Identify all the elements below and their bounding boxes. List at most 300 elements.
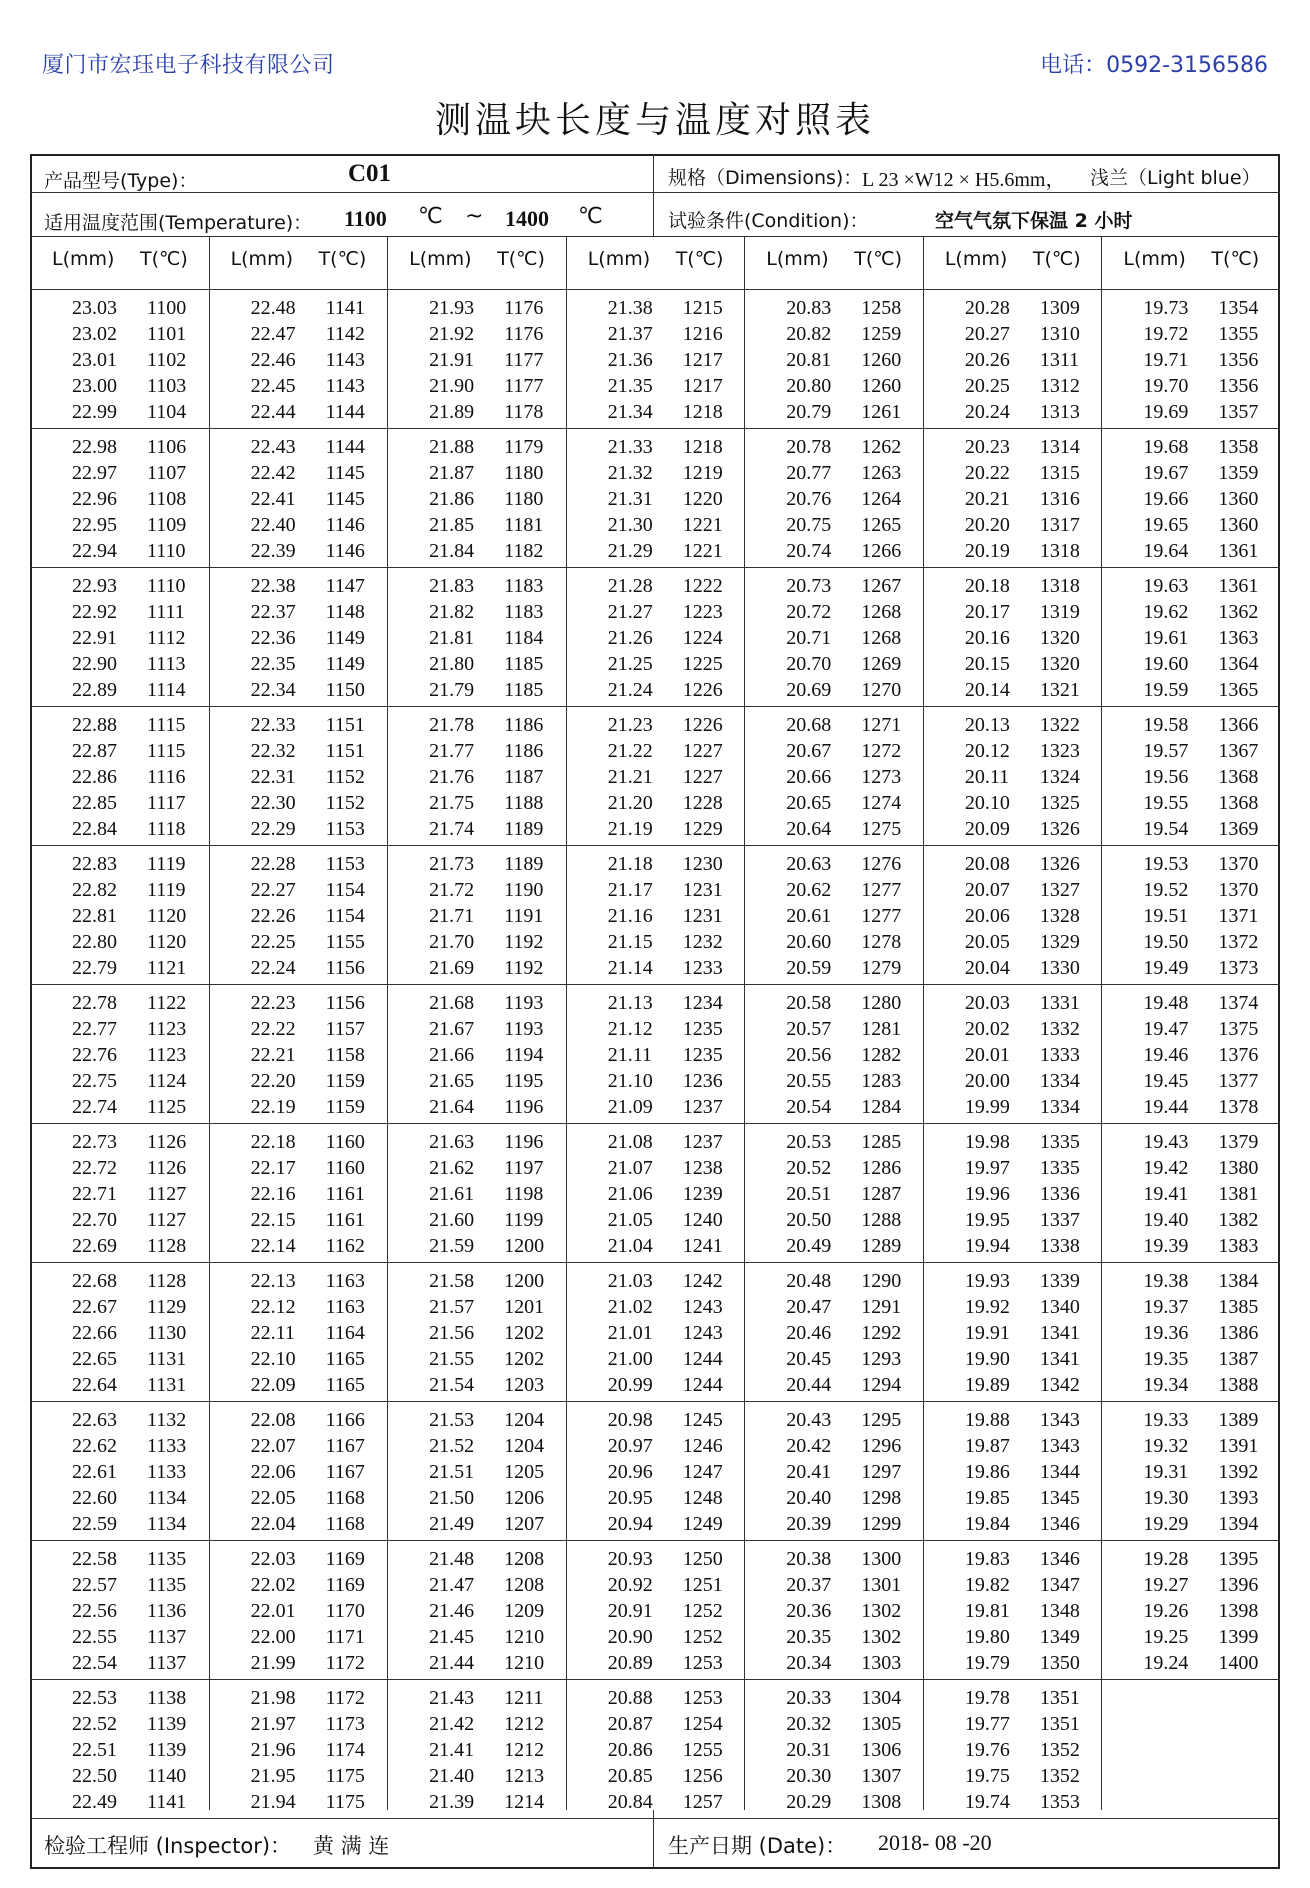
- length-value: 20.03: [964, 992, 1010, 1014]
- temperature-value: 1313: [1039, 400, 1080, 423]
- temperature-value: 1180: [504, 487, 544, 510]
- length-value: 21.15: [607, 930, 653, 953]
- length-column-header: L(mm): [230, 248, 293, 270]
- temperature-column-header: T(℃): [854, 248, 903, 270]
- length-value: 19.56: [1143, 765, 1189, 788]
- temperature-value: 1126: [147, 1156, 187, 1179]
- length-value: 20.62: [786, 878, 832, 901]
- length-value: 19.63: [1143, 575, 1189, 597]
- length-value: 21.49: [429, 1512, 475, 1535]
- length-value: 22.66: [72, 1321, 117, 1344]
- length-value: 20.00: [964, 1069, 1010, 1092]
- length-value: 20.84: [607, 1790, 653, 1813]
- temperature-value: 1254: [682, 1712, 723, 1735]
- length-value: 20.77: [786, 461, 832, 484]
- length-value: 20.40: [786, 1486, 832, 1509]
- length-value: 20.18: [964, 575, 1010, 597]
- length-value: 21.75: [429, 791, 475, 814]
- length-value: 21.57: [429, 1295, 475, 1318]
- temperature-value: 1295: [861, 1409, 902, 1431]
- temperature-value: 1229: [682, 817, 723, 840]
- temperature-value: 1346: [1039, 1548, 1080, 1570]
- length-value: 20.89: [607, 1651, 653, 1674]
- length-value: 22.31: [250, 765, 296, 788]
- length-value: 21.04: [607, 1234, 653, 1257]
- temperature-value: 1209: [504, 1599, 545, 1622]
- temperature-value: 1141: [147, 1790, 187, 1813]
- temperature-value: 1142: [325, 322, 365, 345]
- length-value: 22.62: [72, 1434, 117, 1457]
- color-value: 浅兰（Light blue）: [1090, 167, 1261, 189]
- temperature-to: 1400: [505, 206, 549, 231]
- temperature-value: 1218: [682, 436, 723, 458]
- temperature-value: 1204: [504, 1434, 545, 1457]
- temperature-value: 1343: [1039, 1434, 1080, 1457]
- length-value: 19.67: [1143, 461, 1189, 484]
- length-value: 20.23: [964, 436, 1010, 458]
- length-value: 19.49: [1143, 956, 1189, 979]
- temperature-value: 1232: [682, 930, 723, 953]
- temperature-value: 1122: [147, 992, 187, 1014]
- length-value: 19.55: [1143, 791, 1189, 814]
- temperature-separator: ~: [465, 204, 484, 229]
- temperature-value: 1399: [1218, 1625, 1259, 1648]
- temperature-value: 1256: [682, 1764, 723, 1787]
- temperature-value: 1238: [682, 1156, 723, 1179]
- temperature-value: 1216: [682, 322, 723, 345]
- length-value: 21.68: [429, 992, 475, 1014]
- length-value: 22.76: [72, 1043, 117, 1066]
- temperature-value: 1143: [325, 374, 365, 397]
- length-value: 19.97: [964, 1156, 1010, 1179]
- temperature-value: 1335: [1039, 1131, 1080, 1153]
- temperature-value: 1271: [861, 714, 902, 736]
- temperature-value: 1130: [147, 1321, 187, 1344]
- length-value: 20.99: [607, 1373, 653, 1396]
- dimensions-label: 规格（Dimensions)：: [668, 167, 863, 189]
- temperature-unit-2: ℃: [578, 204, 603, 229]
- length-value: 20.17: [964, 600, 1010, 623]
- length-value: 19.25: [1143, 1625, 1189, 1648]
- temperature-value: 1308: [861, 1790, 902, 1813]
- length-value: 21.17: [607, 878, 653, 901]
- length-value: 21.58: [429, 1270, 475, 1292]
- length-value: 20.32: [786, 1712, 832, 1735]
- temperature-value: 1257: [682, 1790, 723, 1813]
- temperature-value: 1114: [147, 678, 186, 701]
- temperature-value: 1145: [325, 461, 365, 484]
- temperature-value: 1137: [147, 1625, 187, 1648]
- length-value: 19.46: [1143, 1043, 1189, 1066]
- length-value: 22.72: [72, 1156, 117, 1179]
- temperature-value: 1139: [147, 1712, 187, 1735]
- temperature-value: 1212: [504, 1712, 545, 1735]
- temperature-value: 1116: [147, 765, 186, 788]
- page-title: 测温块长度与温度对照表: [434, 100, 875, 141]
- length-column-header: L(mm): [944, 248, 1008, 270]
- temperature-value: 1377: [1218, 1069, 1259, 1092]
- length-value: 22.21: [250, 1043, 296, 1066]
- length-value: 22.10: [250, 1347, 296, 1370]
- temperature-value: 1265: [861, 513, 902, 536]
- length-value: 22.50: [72, 1764, 117, 1787]
- length-value: 22.89: [72, 678, 117, 701]
- length-value: 19.98: [964, 1131, 1010, 1153]
- length-value: 20.85: [607, 1764, 653, 1787]
- length-value: 22.03: [250, 1548, 296, 1570]
- temperature-value: 1145: [325, 487, 365, 510]
- length-column-header: L(mm): [587, 248, 651, 270]
- temperature-value: 1161: [325, 1182, 365, 1205]
- temperature-value: 1388: [1218, 1373, 1259, 1396]
- temperature-value: 1206: [504, 1486, 545, 1509]
- length-value: 21.74: [429, 817, 475, 840]
- length-value: 20.86: [607, 1738, 653, 1761]
- length-value: 20.92: [607, 1573, 653, 1596]
- length-value: 21.83: [429, 575, 475, 597]
- length-value: 20.58: [786, 992, 832, 1014]
- length-value: 19.31: [1143, 1460, 1189, 1483]
- temperature-value: 1196: [504, 1131, 544, 1153]
- temperature-value: 1184: [504, 626, 544, 649]
- temperature-value: 1217: [682, 348, 723, 371]
- temperature-value: 1196: [504, 1095, 544, 1118]
- temperature-value: 1139: [147, 1738, 187, 1761]
- temperature-value: 1359: [1218, 461, 1259, 484]
- temperature-value: 1208: [504, 1548, 545, 1570]
- temperature-value: 1189: [504, 853, 544, 875]
- length-value: 19.52: [1143, 878, 1189, 901]
- length-value: 22.13: [250, 1270, 296, 1292]
- length-value: 19.75: [964, 1764, 1010, 1787]
- temperature-column-header: T(℃): [1211, 248, 1260, 270]
- length-value: 20.87: [607, 1712, 653, 1735]
- temperature-value: 1185: [504, 678, 544, 701]
- temperature-value: 1296: [861, 1434, 902, 1457]
- length-value: 20.88: [607, 1687, 653, 1709]
- temperature-value: 1351: [1039, 1687, 1080, 1709]
- length-value: 20.20: [964, 513, 1010, 536]
- temperature-value: 1352: [1039, 1764, 1080, 1787]
- length-value: 20.05: [964, 930, 1010, 953]
- column-divider: [566, 236, 567, 1810]
- column-divider: [1101, 236, 1102, 1810]
- length-value: 22.04: [250, 1512, 296, 1535]
- length-value: 21.38: [607, 297, 653, 319]
- length-value: 19.84: [964, 1512, 1010, 1535]
- length-value: 21.08: [607, 1131, 653, 1153]
- temperature-value: 1224: [682, 626, 723, 649]
- length-value: 22.05: [250, 1486, 296, 1509]
- temperature-value: 1389: [1218, 1409, 1259, 1431]
- length-value: 21.89: [429, 400, 475, 423]
- temperature-value: 1344: [1039, 1460, 1080, 1483]
- group-divider: [30, 428, 1280, 429]
- temperature-value: 1247: [682, 1460, 723, 1483]
- group-divider: [30, 1540, 1280, 1541]
- temperature-value: 1353: [1039, 1790, 1080, 1813]
- temperature-value: 1171: [325, 1625, 365, 1648]
- temperature-value: 1165: [325, 1347, 365, 1370]
- length-value: 19.64: [1143, 539, 1189, 562]
- temperature-value: 1202: [504, 1347, 545, 1370]
- length-value: 22.22: [250, 1017, 296, 1040]
- temperature-value: 1276: [861, 853, 902, 875]
- length-value: 19.60: [1143, 652, 1189, 675]
- temperature-value: 1252: [682, 1625, 723, 1648]
- temperature-value: 1190: [504, 878, 544, 901]
- length-value: 20.91: [607, 1599, 653, 1622]
- temperature-value: 1275: [861, 817, 902, 840]
- length-value: 20.57: [786, 1017, 832, 1040]
- length-value: 22.97: [72, 461, 117, 484]
- length-value: 20.49: [786, 1234, 832, 1257]
- temperature-value: 1110: [147, 575, 186, 597]
- length-value: 22.43: [250, 436, 296, 458]
- temperature-value: 1277: [861, 904, 902, 927]
- temperature-value: 1189: [504, 817, 544, 840]
- temperature-value: 1162: [325, 1234, 365, 1257]
- temperature-value: 1334: [1039, 1069, 1080, 1092]
- length-value: 21.00: [607, 1347, 653, 1370]
- temperature-value: 1185: [504, 652, 544, 675]
- length-value: 22.59: [72, 1512, 117, 1535]
- temperature-value: 1187: [504, 765, 544, 788]
- length-value: 22.77: [72, 1017, 117, 1040]
- length-value: 19.37: [1143, 1295, 1189, 1318]
- column-divider: [209, 236, 210, 1810]
- condition-value: 空气气氛下保温 2 小时: [935, 210, 1133, 232]
- temperature-value: 1193: [504, 1017, 544, 1040]
- temperature-value: 1241: [682, 1234, 723, 1257]
- temperature-column-header: T(℃): [675, 248, 724, 270]
- length-value: 21.93: [429, 297, 475, 319]
- type-value: C01: [348, 160, 392, 187]
- temperature-value: 1103: [147, 374, 187, 397]
- temperature-value: 1362: [1218, 600, 1259, 623]
- temperature-value: 1129: [147, 1295, 187, 1318]
- temperature-value: 1279: [861, 956, 902, 979]
- length-value: 22.56: [72, 1599, 117, 1622]
- temperature-value: 1330: [1039, 956, 1080, 979]
- type-label: 产品型号(Type)：: [44, 170, 198, 192]
- temperature-value: 1309: [1039, 297, 1080, 319]
- length-value: 19.53: [1143, 853, 1189, 875]
- length-value: 20.79: [786, 400, 832, 423]
- temperature-value: 1226: [682, 678, 723, 701]
- length-value: 22.20: [250, 1069, 296, 1092]
- length-value: 21.42: [429, 1712, 475, 1735]
- length-value: 22.73: [72, 1131, 117, 1153]
- temperature-value: 1370: [1218, 878, 1259, 901]
- temperature-value: 1391: [1218, 1434, 1259, 1457]
- length-value: 21.36: [607, 348, 653, 371]
- temperature-value: 1323: [1039, 739, 1080, 762]
- temperature-value: 1268: [861, 626, 902, 649]
- temperature-value: 1220: [682, 487, 723, 510]
- temperature-value: 1227: [682, 765, 723, 788]
- length-value: 22.45: [250, 374, 296, 397]
- length-value: 19.88: [964, 1409, 1010, 1431]
- temperature-value: 1134: [147, 1512, 187, 1535]
- length-value: 22.09: [250, 1373, 296, 1396]
- temperature-value: 1348: [1039, 1599, 1080, 1622]
- temperature-value: 1395: [1218, 1548, 1259, 1570]
- date-label: 生产日期 (Date)：: [668, 1834, 847, 1858]
- temperature-value: 1380: [1218, 1156, 1259, 1179]
- length-value: 20.39: [786, 1512, 832, 1535]
- temperature-from: 1100: [344, 206, 387, 231]
- length-value: 20.71: [786, 626, 832, 649]
- temperature-value: 1231: [682, 904, 723, 927]
- length-value: 20.83: [786, 297, 832, 319]
- length-value: 22.47: [250, 322, 296, 345]
- temperature-value: 1278: [861, 930, 902, 953]
- length-value: 21.98: [250, 1687, 296, 1709]
- temperature-value: 1379: [1218, 1131, 1259, 1153]
- length-value: 21.27: [607, 600, 653, 623]
- temperature-value: 1268: [861, 600, 902, 623]
- header-bottom-line: [30, 236, 1280, 237]
- length-value: 19.47: [1143, 1017, 1189, 1040]
- temperature-value: 1120: [147, 904, 187, 927]
- length-value: 21.21: [607, 765, 653, 788]
- length-value: 22.00: [250, 1625, 296, 1648]
- length-value: 22.25: [250, 930, 296, 953]
- temperature-value: 1123: [147, 1043, 187, 1066]
- temperature-value: 1217: [682, 374, 723, 397]
- temperature-value: 1331: [1039, 992, 1080, 1014]
- length-value: 20.28: [964, 297, 1010, 319]
- length-value: 20.72: [786, 600, 832, 623]
- length-value: 21.63: [429, 1131, 475, 1153]
- temperature-value: 1168: [325, 1512, 365, 1535]
- length-value: 22.40: [250, 513, 296, 536]
- length-value: 22.35: [250, 652, 296, 675]
- length-value: 20.75: [786, 513, 832, 536]
- temperature-value: 1249: [682, 1512, 723, 1535]
- length-value: 22.70: [72, 1208, 117, 1231]
- temperature-value: 1194: [504, 1043, 544, 1066]
- temperature-value: 1233: [682, 956, 723, 979]
- length-value: 20.10: [964, 791, 1010, 814]
- table-frame: [30, 154, 1280, 1869]
- temperature-value: 1188: [504, 791, 544, 814]
- length-value: 19.80: [964, 1625, 1010, 1648]
- temperature-value: 1113: [147, 652, 186, 675]
- length-value: 21.44: [429, 1651, 475, 1674]
- length-value: 20.94: [607, 1512, 653, 1535]
- length-value: 20.67: [786, 739, 832, 762]
- temperature-value: 1375: [1218, 1017, 1259, 1040]
- length-value: 20.63: [786, 853, 832, 875]
- length-value: 19.83: [964, 1548, 1010, 1570]
- temperature-value: 1175: [325, 1764, 365, 1787]
- length-value: 22.48: [250, 297, 296, 319]
- length-value: 19.91: [964, 1321, 1010, 1344]
- length-value: 19.96: [964, 1182, 1010, 1205]
- length-value: 19.92: [964, 1295, 1010, 1318]
- temperature-value: 1316: [1039, 487, 1080, 510]
- temperature-value: 1177: [504, 374, 544, 397]
- length-value: 21.02: [607, 1295, 653, 1318]
- length-value: 21.34: [607, 400, 653, 423]
- temperature-value: 1169: [325, 1573, 365, 1596]
- length-column-header: L(mm): [1123, 248, 1186, 270]
- temperature-value: 1292: [861, 1321, 902, 1344]
- length-value: 19.57: [1143, 739, 1189, 762]
- temperature-value: 1365: [1218, 678, 1259, 701]
- temperature-value: 1252: [682, 1599, 723, 1622]
- length-value: 23.01: [72, 348, 117, 371]
- length-value: 22.17: [250, 1156, 296, 1179]
- temperature-column-header: T(℃): [140, 248, 188, 270]
- temperature-value: 1368: [1218, 765, 1259, 788]
- temperature-value: 1208: [504, 1573, 545, 1596]
- length-value: 21.46: [429, 1599, 475, 1622]
- column-divider: [387, 236, 388, 1810]
- length-value: 20.46: [786, 1321, 832, 1344]
- temperature-value: 1104: [147, 400, 187, 423]
- length-value: 20.26: [964, 348, 1010, 371]
- temperature-value: 1195: [504, 1069, 544, 1092]
- length-value: 20.21: [964, 487, 1010, 510]
- temperature-value: 1225: [682, 652, 723, 675]
- length-value: 20.95: [607, 1486, 653, 1509]
- temperature-value: 1326: [1039, 853, 1080, 875]
- temperature-value: 1110: [147, 539, 186, 562]
- temperature-value: 1228: [682, 791, 723, 814]
- length-value: 22.91: [72, 626, 117, 649]
- temperature-value: 1153: [325, 853, 365, 875]
- temperature-value: 1243: [682, 1321, 723, 1344]
- temperature-value: 1109: [147, 513, 187, 536]
- length-value: 21.30: [607, 513, 653, 536]
- length-value: 22.39: [250, 539, 296, 562]
- length-value: 21.32: [607, 461, 653, 484]
- temperature-value: 1386: [1218, 1321, 1259, 1344]
- temperature-value: 1297: [861, 1460, 902, 1483]
- length-value: 21.73: [429, 853, 475, 875]
- temperature-value: 1227: [682, 739, 723, 762]
- temperature-value: 1182: [504, 539, 544, 562]
- temperature-value: 1191: [504, 904, 544, 927]
- length-value: 21.31: [607, 487, 653, 510]
- temperature-value: 1357: [1218, 400, 1259, 423]
- length-value: 21.60: [429, 1208, 475, 1231]
- length-value: 20.02: [964, 1017, 1010, 1040]
- dimensions-value: L 23 ×W12 × H5.6mm，: [862, 169, 1066, 191]
- temperature-value: 1112: [147, 626, 186, 649]
- length-value: 20.68: [786, 714, 832, 736]
- temperature-value: 1280: [861, 992, 902, 1014]
- temperature-value: 1149: [325, 626, 365, 649]
- length-value: 22.88: [72, 714, 117, 736]
- temperature-value: 1282: [861, 1043, 902, 1066]
- length-value: 22.44: [250, 400, 296, 423]
- length-value: 20.06: [964, 904, 1010, 927]
- length-value: 20.76: [786, 487, 832, 510]
- temperature-value: 1336: [1039, 1182, 1080, 1205]
- temperature-value: 1398: [1218, 1599, 1259, 1622]
- length-value: 19.62: [1143, 600, 1189, 623]
- length-value: 22.32: [250, 739, 296, 762]
- length-value: 19.28: [1143, 1548, 1189, 1570]
- length-value: 19.33: [1143, 1409, 1189, 1431]
- temperature-value: 1219: [682, 461, 723, 484]
- temperature-value: 1378: [1218, 1095, 1259, 1118]
- temperature-value: 1152: [325, 765, 365, 788]
